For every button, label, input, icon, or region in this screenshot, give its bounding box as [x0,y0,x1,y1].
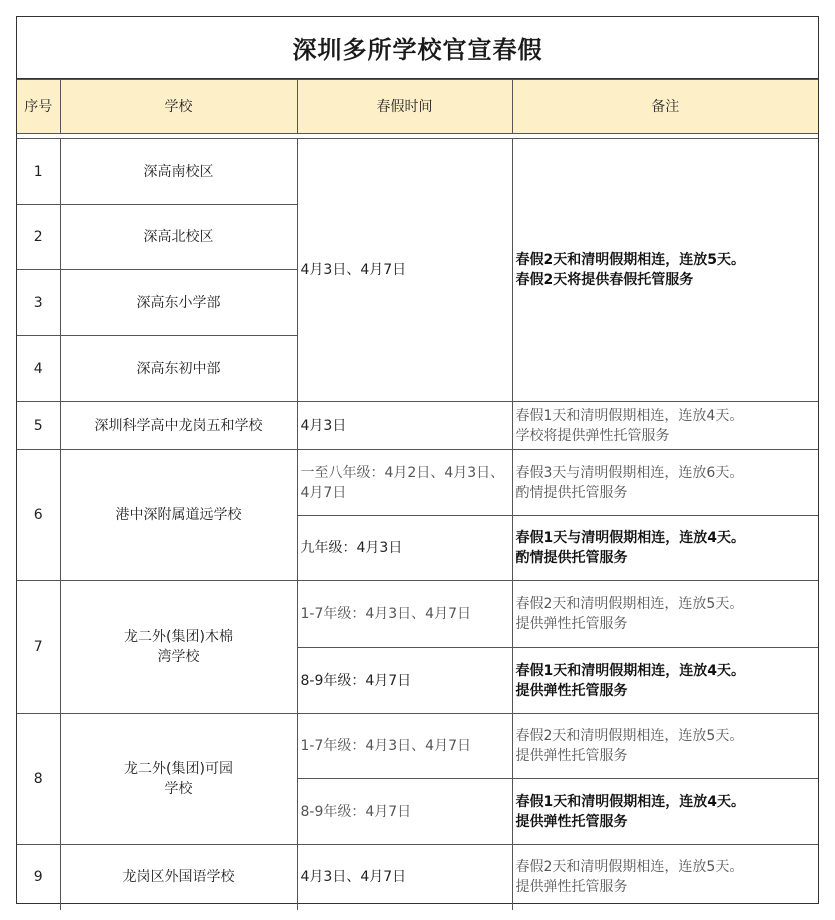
row-time: 4月3日 [297,402,512,450]
row-note: 春假1天和清明假期相连，连放4天。 提供弹性托管服务 [512,779,818,845]
row-school: 深高北校区 [60,205,297,270]
row-note: 春假2天和清明假期相连，连放5天。 春假2天将提供春假托管服务 [512,139,818,402]
table-row [17,139,818,205]
page-title: 深圳多所学校官宣春假 [17,17,818,79]
row-note: 春假1天和清明假期相连，连放4天。 学校将提供弹性托管服务 [512,402,818,450]
row-time: 一至八年级：4月2日、4月3日、4月7日 [297,450,512,516]
row-time: 4月3日、4月7日 [297,845,512,910]
row-school: 龙二外(集团)可园 学校 [60,714,297,845]
row-time: 8-9年级：4月7日 [297,779,512,845]
row-note: 春假1天和清明假期相连，连放4天。 提供弹性托管服务 [512,648,818,714]
row-school: 深圳科学高中龙岗五和学校 [60,402,297,450]
header-row [17,80,818,134]
row-note: 春假1天与清明假期相连，连放4天。 酌情提供托管服务 [512,516,818,581]
row-school: 深高南校区 [60,139,297,205]
row-no: 3 [17,270,60,336]
document-frame [16,16,819,904]
row-no: 6 [17,450,60,581]
header-school: 学校 [60,80,297,134]
header-no: 序号 [17,80,60,134]
spring-break-table [17,79,818,910]
row-school: 龙岗区外国语学校 [60,845,297,910]
row-no: 8 [17,714,60,845]
row-no: 5 [17,402,60,450]
row-no: 7 [17,581,60,714]
row-note: 春假2天和清明假期相连，连放5天。 提供弹性托管服务 [512,845,818,910]
row-no: 2 [17,205,60,270]
row-no: 1 [17,139,60,205]
table-row [17,845,818,910]
table-row [17,714,818,779]
row-note: 春假2天和清明假期相连，连放5天。 提供弹性托管服务 [512,581,818,648]
row-time: 8-9年级：4月7日 [297,648,512,714]
row-time: 九年级：4月3日 [297,516,512,581]
row-time: 1-7年级：4月3日、4月7日 [297,581,512,648]
table-row [17,581,818,648]
table-row [17,450,818,516]
table-row [17,402,818,450]
header-note: 备注 [512,80,818,134]
row-school: 深高东小学部 [60,270,297,336]
row-no: 9 [17,845,60,910]
row-time: 1-7年级：4月3日、4月7日 [297,714,512,779]
row-time: 4月3日、4月7日 [297,139,512,402]
header-time: 春假时间 [297,80,512,134]
row-note: 春假2天和清明假期相连，连放5天。 提供弹性托管服务 [512,714,818,779]
row-school: 港中深附属道远学校 [60,450,297,581]
row-note: 春假3天与清明假期相连，连放6天。 酌情提供托管服务 [512,450,818,516]
row-no: 4 [17,336,60,402]
row-school: 龙二外(集团)木棉 湾学校 [60,581,297,714]
row-school: 深高东初中部 [60,336,297,402]
